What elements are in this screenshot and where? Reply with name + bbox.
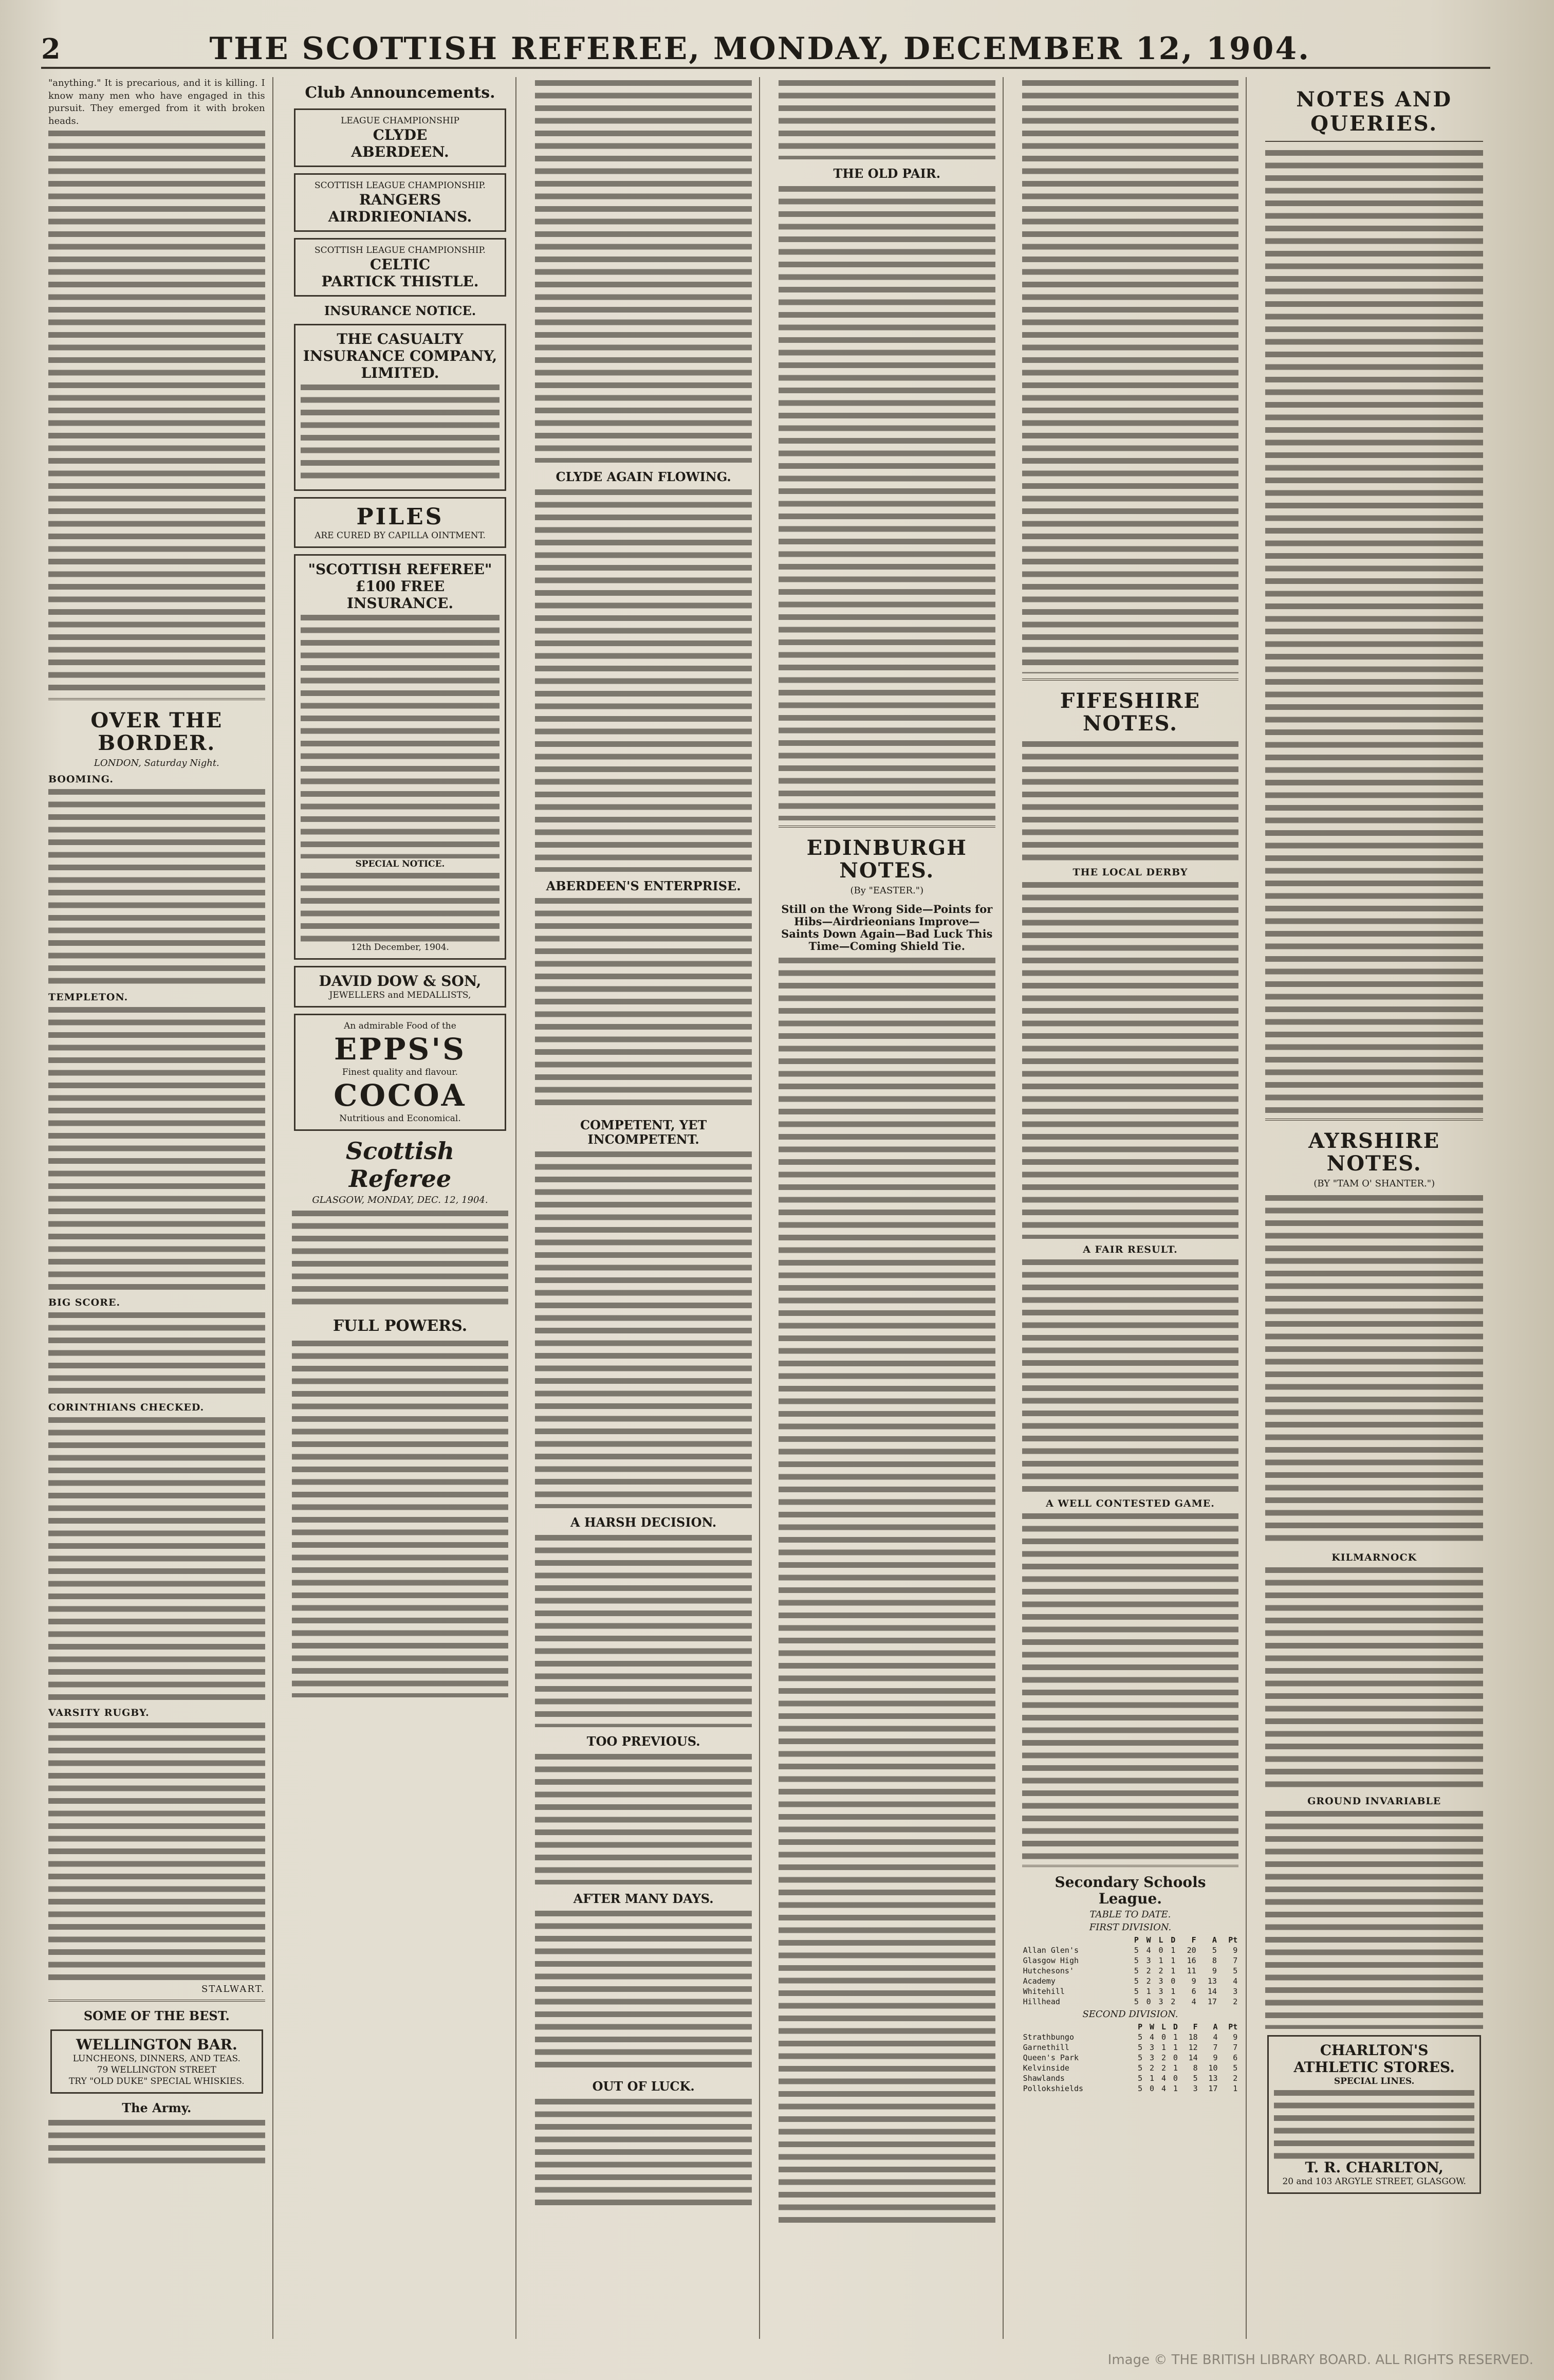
piles-ad: PILES ARE CURED BY CAPILLA OINTMENT.	[294, 497, 507, 548]
table-cell: 2	[1158, 1966, 1163, 1976]
table-cell: 3	[1158, 1976, 1163, 1986]
table-cell: 5	[1138, 2043, 1143, 2053]
table-cell: 9	[1233, 2033, 1238, 2042]
fair-result-heading: A FAIR RESULT.	[1083, 1244, 1178, 1255]
edinburgh-subheading: Still on the Wrong Side—Points for Hibs—Airdrieonians Improve—Saints Down Again—Bad Luck This Time—Coming Shield Tie.	[781, 902, 993, 953]
table-cell: 6	[1191, 1987, 1196, 1997]
table-header-cell: F	[1193, 2022, 1198, 2032]
table-cell: 2	[1233, 2074, 1238, 2083]
over-border-heading: OVER THE BORDER.	[90, 708, 223, 755]
table-cell: 3	[1158, 1997, 1163, 2007]
edinburgh-notes-heading: EDINBURGH NOTES.	[806, 835, 967, 883]
table-cell: 2	[1161, 2053, 1166, 2063]
league-rangers-ad: SCOTTISH LEAGUE CHAMPIONSHIP. RANGERS AIRDRIEONIANS.	[294, 173, 507, 232]
table-cell: 3	[1193, 2084, 1198, 2094]
section-templeton: TEMPLETON.	[48, 992, 128, 1003]
table-cell: Pollokshields	[1023, 2084, 1084, 2094]
table-cell: 1	[1161, 2043, 1166, 2053]
table-cell: 1	[1158, 1956, 1163, 1966]
table-cell: 18	[1188, 2033, 1198, 2042]
table-cell: 1	[1171, 1966, 1176, 1976]
table-row	[1022, 2073, 1239, 2083]
table-header-cell: D	[1173, 2022, 1178, 2032]
table-cell: 17	[1207, 1997, 1217, 2007]
table-cell: 4	[1161, 2084, 1166, 2094]
table-row	[1022, 2053, 1239, 2063]
table-cell: 9	[1191, 1976, 1196, 1986]
table-cell: Strathbungo	[1023, 2033, 1074, 2042]
table-cell: 12	[1188, 2043, 1198, 2053]
table-cell: 0	[1158, 1946, 1163, 1955]
table-header-cell: L	[1158, 1935, 1163, 1945]
table-cell: 0	[1146, 1997, 1151, 2007]
table-cell: 1	[1171, 1987, 1176, 1997]
table-cell: 3	[1233, 1987, 1238, 1997]
table-cell: 0	[1171, 1976, 1176, 1986]
league-clyde-ad: LEAGUE CHAMPIONSHIP CLYDE ABERDEEN.	[294, 108, 507, 167]
table-cell: 5	[1138, 2084, 1143, 2094]
table-cell: Hutchesons'	[1023, 1966, 1074, 1976]
casualty-insurance-ad: THE CASUALTY INSURANCE COMPANY, LIMITED.	[294, 324, 507, 491]
wellington-bar-ad: WELLINGTON BAR. LUNCHEONS, DINNERS, AND TEAS. 79 WELLINGTON STREET TRY "OLD DUKE" SPECIAL WHISKIES.	[50, 2029, 263, 2094]
table-row	[1022, 2032, 1239, 2042]
table-cell: 17	[1208, 2084, 1218, 2094]
table-cell: 1	[1173, 2033, 1178, 2042]
newspaper-title: THE SCOTTISH REFEREE, MONDAY, DECEMBER 12, 1904.	[209, 31, 1311, 67]
table-cell: 4	[1233, 1976, 1238, 1986]
table-cell: 5	[1134, 1987, 1139, 1997]
table-cell: 7	[1233, 1956, 1238, 1966]
table-header-cell: F	[1191, 1935, 1196, 1945]
table-cell: 9	[1233, 1946, 1238, 1955]
section-big-score: BIG SCORE.	[48, 1297, 121, 1308]
table-cell: 2	[1233, 1997, 1238, 2007]
table-cell: 1	[1146, 1987, 1151, 1997]
table-cell: 2	[1146, 1976, 1151, 1986]
table-cell: 1	[1150, 2074, 1155, 2083]
table-cell: Whitehill	[1023, 1987, 1065, 1997]
body-text	[48, 127, 265, 693]
table-row	[1022, 2042, 1239, 2053]
section-varsity-rugby: VARSITY RUGBY.	[48, 1707, 150, 1718]
referee-logo: Scottish Referee GLASGOW, MONDAY, DEC. 12, 1904.	[312, 1137, 488, 1206]
table-header-cell: A	[1212, 1935, 1217, 1945]
table-cell: 5	[1233, 1966, 1238, 1976]
table-row	[1022, 2083, 1239, 2094]
table-row	[1022, 2063, 1239, 2073]
table-cell: Queen's Park	[1023, 2053, 1079, 2063]
table-cell: 7	[1233, 2043, 1238, 2053]
table-cell: Shawlands	[1023, 2074, 1065, 2083]
table-cell: 0	[1173, 2053, 1178, 2063]
old-pair-heading: THE OLD PAIR.	[833, 166, 941, 181]
harsh-decision-heading: A HARSH DECISION.	[570, 1515, 717, 1530]
epps-cocoa-ad: An admirable Food of the EPPS'S Finest quality and flavour. COCOA Nutritious and Economical.	[294, 1014, 507, 1131]
over-border-dateline: LONDON, Saturday Night.	[94, 758, 219, 768]
ayrshire-byline: (BY "TAM O' SHANTER.")	[1313, 1178, 1435, 1189]
column-1	[41, 77, 273, 2339]
table-header-cell: Pt	[1228, 1935, 1238, 1945]
edinburgh-byline: (By "EASTER.")	[850, 885, 924, 896]
table-cell: 1	[1173, 2063, 1178, 2073]
clyde-again-heading: CLYDE AGAIN FLOWING.	[556, 469, 731, 484]
free-insurance-ad: "SCOTTISH REFEREE" £100 FREE INSURANCE. SPECIAL NOTICE. 12th December, 1904.	[294, 554, 507, 960]
table-cell: Glasgow High	[1023, 1956, 1079, 1966]
table-cell: 14	[1188, 2053, 1198, 2063]
table-cell: 0	[1161, 2033, 1166, 2042]
some-best-heading: SOME OF THE BEST.	[83, 2008, 230, 2023]
table-cell: 3	[1158, 1987, 1163, 1997]
competent-heading: COMPETENT, YET INCOMPETENT.	[580, 1118, 707, 1147]
table-cell: 4	[1213, 2033, 1218, 2042]
table-cell: Hillhead	[1023, 1997, 1060, 2007]
table-cell: 2	[1161, 2063, 1166, 2073]
table-cell: 5	[1134, 1956, 1139, 1966]
table-cell: 5	[1193, 2074, 1198, 2083]
table-cell: 4	[1146, 1946, 1151, 1955]
league-celtic-ad: SCOTTISH LEAGUE CHAMPIONSHIP. CELTIC PARTICK THISTLE.	[294, 238, 507, 297]
columns	[41, 77, 1490, 2339]
table-cell: 2	[1150, 2063, 1155, 2073]
notes-queries-heading: NOTES AND QUERIES.	[1296, 87, 1453, 136]
table-cell: 5	[1134, 1997, 1139, 2007]
table-header-cell: L	[1161, 2022, 1166, 2032]
ayrshire-notes-heading: AYRSHIRE NOTES.	[1308, 1129, 1440, 1176]
table-cell: Kelvinside	[1023, 2063, 1069, 2073]
table-cell: 7	[1213, 2043, 1218, 2053]
too-previous-heading: TOO PREVIOUS.	[586, 1733, 700, 1749]
table-cell: 5	[1134, 1946, 1139, 1955]
table-header-cell: W	[1146, 1935, 1151, 1945]
section-corinthians: CORINTHIANS CHECKED.	[48, 1402, 205, 1413]
table-cell: 16	[1187, 1956, 1196, 1966]
table-cell: 5	[1212, 1946, 1217, 1955]
table-cell: Garnethill	[1023, 2043, 1069, 2053]
kilmarnock-heading: KILMARNOCK	[1331, 1552, 1417, 1563]
table-cell: 8	[1212, 1956, 1217, 1966]
fifeshire-notes-heading: FIFESHIRE NOTES.	[1060, 689, 1201, 736]
table-cell: Allan Glen's	[1023, 1946, 1079, 1955]
table-cell: 5	[1138, 2074, 1143, 2083]
opening-text: "anything." It is precarious, and it is killing. I know many men who have engaged in this pursuit. They emerged from it with broken heads.	[48, 78, 265, 126]
table-cell: 1	[1173, 2043, 1178, 2053]
table-cell: 9	[1212, 1966, 1217, 1976]
secondary-schools-heading: Secondary Schools League.	[1054, 1874, 1206, 1908]
league-table-first	[1022, 1935, 1239, 2007]
after-many-days-heading: AFTER MANY DAYS.	[573, 1891, 714, 1906]
table-cell: 5	[1138, 2063, 1143, 2073]
column-2	[285, 77, 517, 2339]
david-dow-ad: DAVID DOW & SON, JEWELLERS and MEDALLISTS,	[294, 966, 507, 1008]
table-cell: 5	[1134, 1966, 1139, 1976]
table-row	[1022, 1955, 1239, 1966]
table-header-cell: D	[1171, 1935, 1176, 1945]
table-header-cell: Pt	[1228, 2022, 1238, 2032]
table-row	[1022, 1945, 1239, 1955]
table-cell: 5	[1138, 2033, 1143, 2042]
table-cell: 9	[1213, 2053, 1218, 2063]
table-cell: 3	[1146, 1956, 1151, 1966]
table-header-cell	[1022, 1935, 1127, 1945]
table-cell: 14	[1207, 1987, 1217, 1997]
table-cell: 0	[1173, 2074, 1178, 2083]
byline-stalwart: STALWART.	[201, 1984, 265, 1994]
masthead	[41, 31, 1490, 69]
out-of-luck-heading: OUT OF LUCK.	[592, 2079, 695, 2094]
table-cell: 8	[1193, 2063, 1198, 2073]
charltons-ad: CHARLTON'S ATHLETIC STORES. SPECIAL LINES. T. R. CHARLTON, 20 and 103 ARGYLE STREET, GLASGOW.	[1267, 2035, 1481, 2194]
column-6	[1258, 77, 1490, 2339]
table-header-cell	[1022, 2022, 1132, 2032]
table-cell: 10	[1208, 2063, 1218, 2073]
table-cell: 5	[1138, 2053, 1143, 2063]
table-cell: 1	[1171, 1956, 1176, 1966]
table-cell: 5	[1233, 2063, 1238, 2073]
column-5: FIFESHIRE NOTES. THE LOCAL DERBY A FAIR RESULT. A WELL CONTESTED GAME. Secondary Schools League. TABLE TO DATE. FIRST DIVISION. P W L D F A Pt Allan Glen's 5 4 0 1 20 5 9 Glasgow High 5 3 1 1 16 8 7 Hutchesons' 5 2 2 1 11 9 5 Academy 5 2 3 0 9 13 4 Whitehill 5 1 3 1 6 14 3 Hillhead 5 0 3 2 4 17 2 SECOND DIVISION. P W L D F A Pt Strathbungo 5 4 0 1 18 4 9 Garnethill 5 3 1 1 12 7 7 Queen's Park 5 3 2 0 14 9 6 Kelvinside 5 2 2 1 8 10 5 Shawlands 5 1 4 0 5 13 2 Pollokshields 5 0 4 1 3 17 1	[1015, 77, 1247, 2339]
full-powers-heading: FULL POWERS.	[332, 1317, 468, 1335]
table-cell: 1	[1171, 1946, 1176, 1955]
well-contested-heading: A WELL CONTESTED GAME.	[1046, 1498, 1215, 1509]
table-cell: 6	[1233, 2053, 1238, 2063]
table-header-cell: W	[1150, 2022, 1155, 2032]
column-3	[528, 77, 760, 2339]
table-cell: 13	[1207, 1976, 1217, 1986]
copyright-credit: Image © THE BRITISH LIBRARY BOARD. ALL RIGHTS RESERVED.	[1107, 2352, 1533, 2368]
table-cell: 5	[1134, 1976, 1139, 1986]
table-row	[1022, 1976, 1239, 1986]
table-cell: 11	[1187, 1966, 1196, 1976]
local-derby-heading: THE LOCAL DERBY	[1072, 867, 1188, 878]
ground-heading: GROUND INVARIABLE	[1307, 1796, 1441, 1807]
page-number: 2	[41, 32, 61, 65]
table-cell: 0	[1150, 2084, 1155, 2094]
table-cell: 2	[1171, 1997, 1176, 2007]
table-cell: 1	[1233, 2084, 1238, 2094]
table-row	[1022, 1966, 1239, 1976]
table-row	[1022, 1986, 1239, 1997]
table-cell: 4	[1191, 1997, 1196, 2007]
table-cell: 4	[1150, 2033, 1155, 2042]
table-cell: Academy	[1023, 1976, 1056, 1986]
table-cell: 1	[1173, 2084, 1178, 2094]
table-cell: 3	[1150, 2053, 1155, 2063]
section-booming: BOOMING.	[48, 774, 114, 785]
aberdeen-enterprise-heading: ABERDEEN'S ENTERPRISE.	[546, 878, 741, 893]
table-header-cell: P	[1138, 2022, 1143, 2032]
table-cell: 20	[1187, 1946, 1196, 1955]
club-announcements-heading: Club Announcements.	[305, 84, 495, 102]
table-cell: 2	[1146, 1966, 1151, 1976]
army-heading: The Army.	[122, 2100, 192, 2115]
table-cell: 13	[1208, 2074, 1218, 2083]
table-header-cell: A	[1213, 2022, 1218, 2032]
table-cell: 3	[1150, 2043, 1155, 2053]
table-header-cell: P	[1134, 1935, 1139, 1945]
table-row	[1022, 1997, 1239, 2007]
table-cell: 4	[1161, 2074, 1166, 2083]
insurance-notice-heading: INSURANCE NOTICE.	[324, 303, 476, 318]
column-4	[771, 77, 1004, 2339]
league-table-second	[1022, 2022, 1239, 2094]
